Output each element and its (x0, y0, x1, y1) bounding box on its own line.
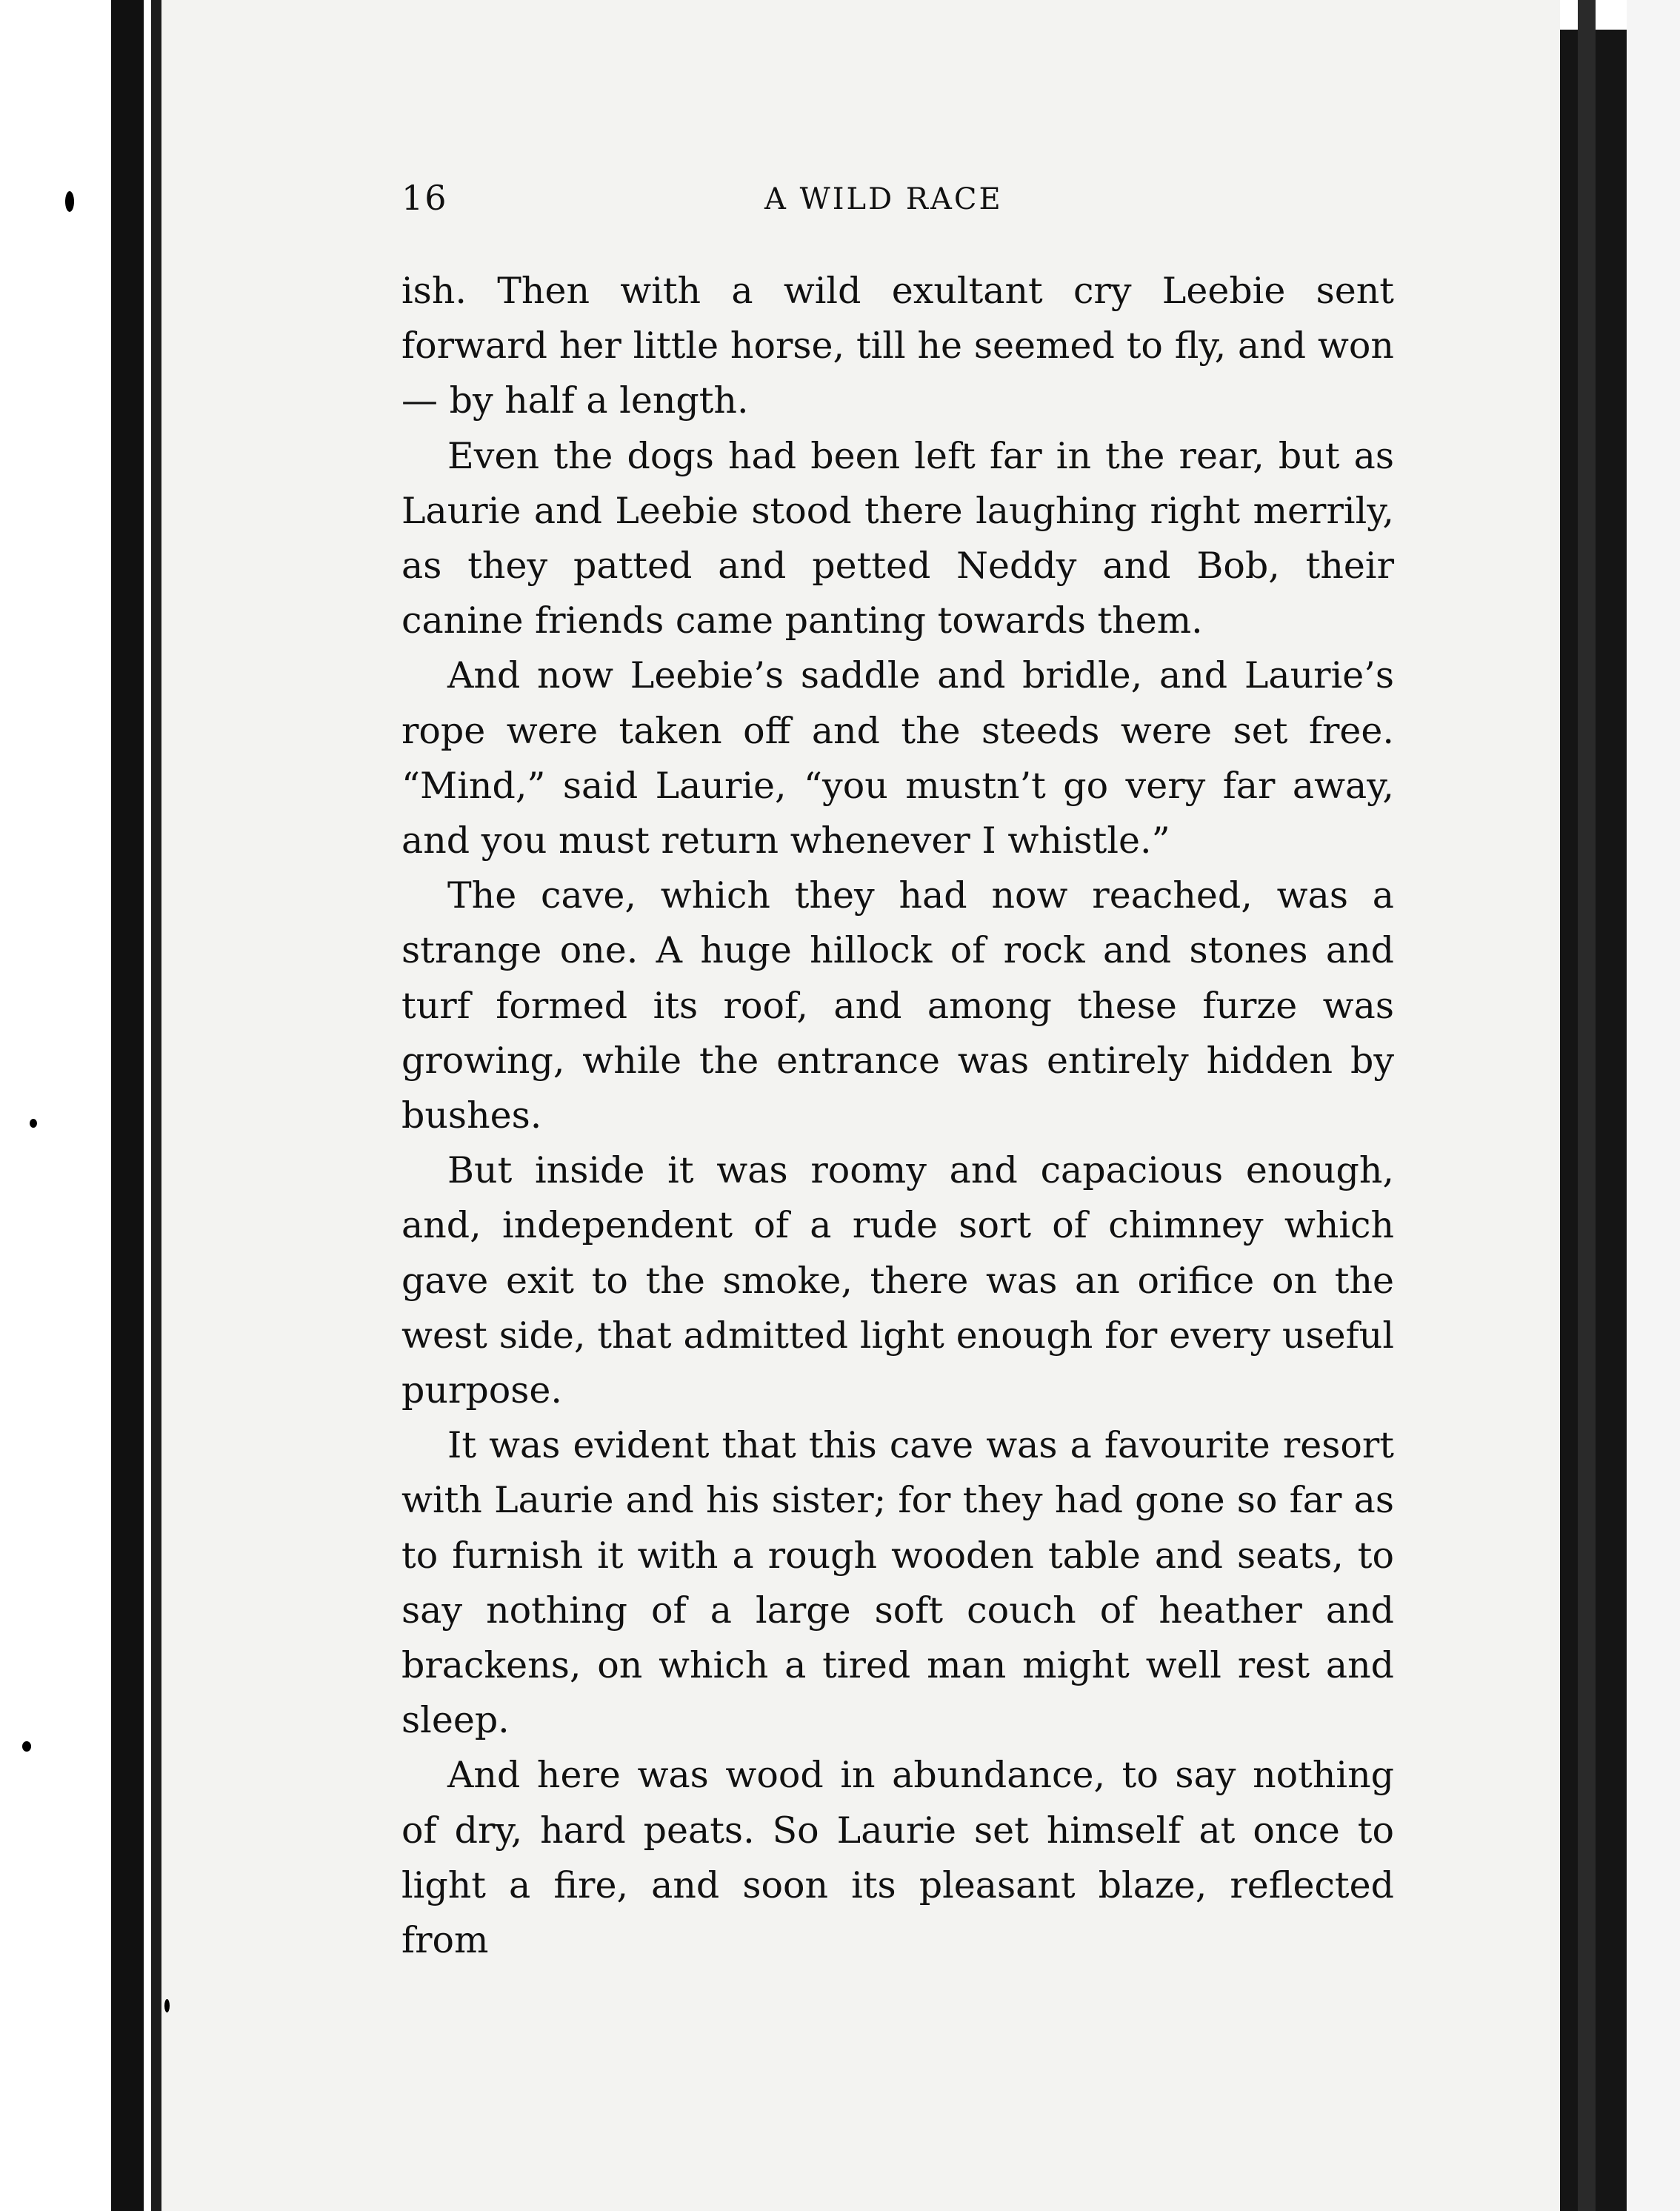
page-number: 16 (401, 178, 448, 218)
binding-edge-left (151, 0, 161, 2211)
page-edge-right-inner (1578, 0, 1596, 2211)
page-header (401, 178, 1394, 230)
running-title: A WILD RACE (764, 182, 1003, 216)
scan-speck (164, 1999, 170, 2012)
facing-page-strip (1627, 0, 1680, 2211)
binding-shadow-left (111, 0, 144, 2211)
paragraph: ish. Then with a wild exultant cry Leebie sent forward her little horse, till he seemed to fly, and won — by half a length. (401, 270, 1394, 422)
body-text (401, 264, 1394, 1968)
scan-speck (30, 1119, 37, 1128)
paragraph: The cave, which they had now reached, was a strange one. A huge hillock of rock and stones and turf formed its roof, and among these furze was growing, while the entrance was entirely hidden by bushes. (401, 874, 1394, 1137)
scan-speck (22, 1741, 31, 1752)
paragraph: Even the dogs had been left far in the rear, but as Laurie and Leebie stood there laughing right merrily, as they patted and petted Neddy and Bob, their canine friends came panting towards them. (401, 434, 1394, 642)
paragraph: And here was wood in abundance, to say nothing of dry, hard peats. So Laurie set himself at once to light a fire, and soon its pleasant blaze, reflected from (401, 1754, 1394, 1962)
paragraph: And now Leebie’s saddle and bridle, and Laurie’s rope were taken off and the steeds were set free. “Mind,” said Laurie, “you mustn’t go very far away, and you must return whenever I whistle.” (401, 654, 1394, 862)
scan-speck (65, 191, 74, 212)
paragraph: But inside it was roomy and capacious enough, and, independent of a rude sort of chimney which gave exit to the smoke, there was an orifice on the west side, that admitted light enough for every useful purpose. (401, 1149, 1394, 1412)
paragraph: It was evident that this cave was a favourite resort with Laurie and his sister; for they had gone so far as to furnish it with a rough wooden table and seats, to say nothing of a large soft couch of heather and brackens, on which a tired man might well rest and sleep. (401, 1424, 1394, 1742)
